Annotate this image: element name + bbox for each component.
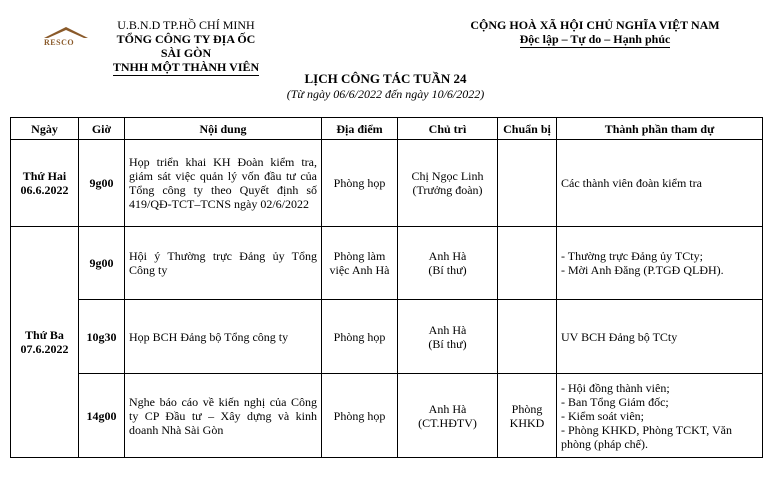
table-row	[11, 374, 763, 458]
table-row	[11, 300, 763, 374]
content-cell: Hội ý Thường trực Đảng ủy Tổng Công ty	[125, 227, 322, 300]
national-title: CỘNG HOÀ XÃ HỘI CHỦ NGHĨA VIỆT NAM	[470, 18, 720, 32]
header-time: Giờ	[79, 118, 125, 140]
chair-cell	[398, 227, 498, 300]
city-committee: U.B.N.D TP.HỒ CHÍ MINH	[117, 18, 255, 32]
document-title: LỊCH CÔNG TÁC TUẦN 24	[304, 71, 467, 86]
chair-name: Anh Hà	[428, 401, 467, 416]
header-location: Địa điểm	[322, 118, 398, 140]
header-content: Nội dung	[125, 118, 322, 140]
schedule-table	[10, 117, 763, 458]
table-row	[11, 140, 763, 227]
chair-name: Chị Ngọc Linh	[411, 169, 484, 183]
day-name: Thứ Hai	[22, 169, 67, 183]
attendee-line: - Mời Anh Đăng (P.TGĐ QLĐH).	[561, 263, 724, 277]
location-cell: Phòng họp	[322, 140, 398, 227]
company-name: TỔNG CÔNG TY ĐỊA ỐC SÀI GÒN	[116, 32, 256, 60]
header-prep: Chuẩn bị	[498, 118, 557, 140]
header-attendees: Thành phần tham dự	[557, 118, 763, 140]
prep-line: Phòng	[511, 401, 543, 416]
chair-cell	[398, 374, 498, 458]
day-date: 07.6.2022	[20, 342, 69, 356]
chair-name: Anh Hà	[428, 322, 467, 337]
attendees-cell	[557, 374, 763, 458]
attendee-line: - Kiểm soát viên;	[561, 408, 644, 423]
chair-name: Anh Hà	[428, 249, 467, 263]
attendees-cell	[557, 227, 763, 300]
content-cell: Họp BCH Đảng bộ Tổng công ty	[125, 300, 322, 374]
prep-cell	[498, 227, 557, 300]
day-cell	[11, 227, 79, 458]
content-cell: Họp triển khai KH Đoàn kiểm tra, giám sát việc quản lý vốn đầu tư của Tổng công ty theo Quyết định số 419/QĐ-TCT–TCNS ngày 02/6/2022	[125, 140, 322, 227]
day-date: 06.6.2022	[20, 183, 69, 197]
location-cell: Phòng làm việc Anh Hà	[322, 227, 398, 300]
chair-role: (CT.HĐTV)	[418, 415, 477, 430]
location-cell: Phòng họp	[322, 300, 398, 374]
chair-role: (Trưởng đoàn)	[412, 183, 483, 197]
document-subtitle: (Từ ngày 06/6/2022 đến ngày 10/6/2022)	[286, 87, 485, 101]
chair-role: (Bí thư)	[428, 336, 467, 351]
location-cell: Phòng họp	[322, 374, 398, 458]
header-right	[455, 18, 735, 48]
header-left	[106, 18, 266, 76]
content-cell: Nghe báo cáo về kiến nghị của Công ty CP Đầu tư – Xây dựng và kinh doanh Nhà Sài Gòn	[125, 374, 322, 458]
header-chair: Chủ trì	[398, 118, 498, 140]
chair-cell	[398, 300, 498, 374]
table-header-row	[11, 118, 763, 140]
prep-cell	[498, 374, 557, 458]
logo-text: RESCO	[44, 38, 75, 47]
attendees-cell: UV BCH Đảng bộ TCty	[557, 300, 763, 374]
prep-line: KHKD	[509, 415, 545, 430]
chair-cell	[398, 140, 498, 227]
time-cell: 9g00	[79, 227, 125, 300]
national-motto: Độc lập – Tự do – Hạnh phúc	[519, 32, 671, 46]
attendee-line: - Hội đồng thành viên;	[561, 380, 670, 395]
time-cell: 9g00	[79, 140, 125, 227]
attendee-line: Các thành viên đoàn kiểm tra	[561, 176, 702, 190]
chair-role: (Bí thư)	[428, 263, 467, 277]
time-cell: 14g00	[79, 374, 125, 458]
day-cell	[11, 140, 79, 227]
header-day: Ngày	[11, 118, 79, 140]
attendee-line: - Thường trực Đảng ủy TCty;	[561, 249, 703, 263]
day-name: Thứ Ba	[25, 328, 64, 342]
attendees-cell	[557, 140, 763, 227]
table-row	[11, 227, 763, 300]
attendee-line: - Phòng KHKD, Phòng TCKT, Văn phòng (pháp chế).	[561, 422, 733, 451]
prep-cell	[498, 140, 557, 227]
prep-cell	[498, 300, 557, 374]
company-type: TNHH MỘT THÀNH VIÊN	[112, 60, 260, 74]
time-cell: 10g30	[79, 300, 125, 374]
attendee-line: - Ban Tổng Giám đốc;	[561, 394, 669, 409]
